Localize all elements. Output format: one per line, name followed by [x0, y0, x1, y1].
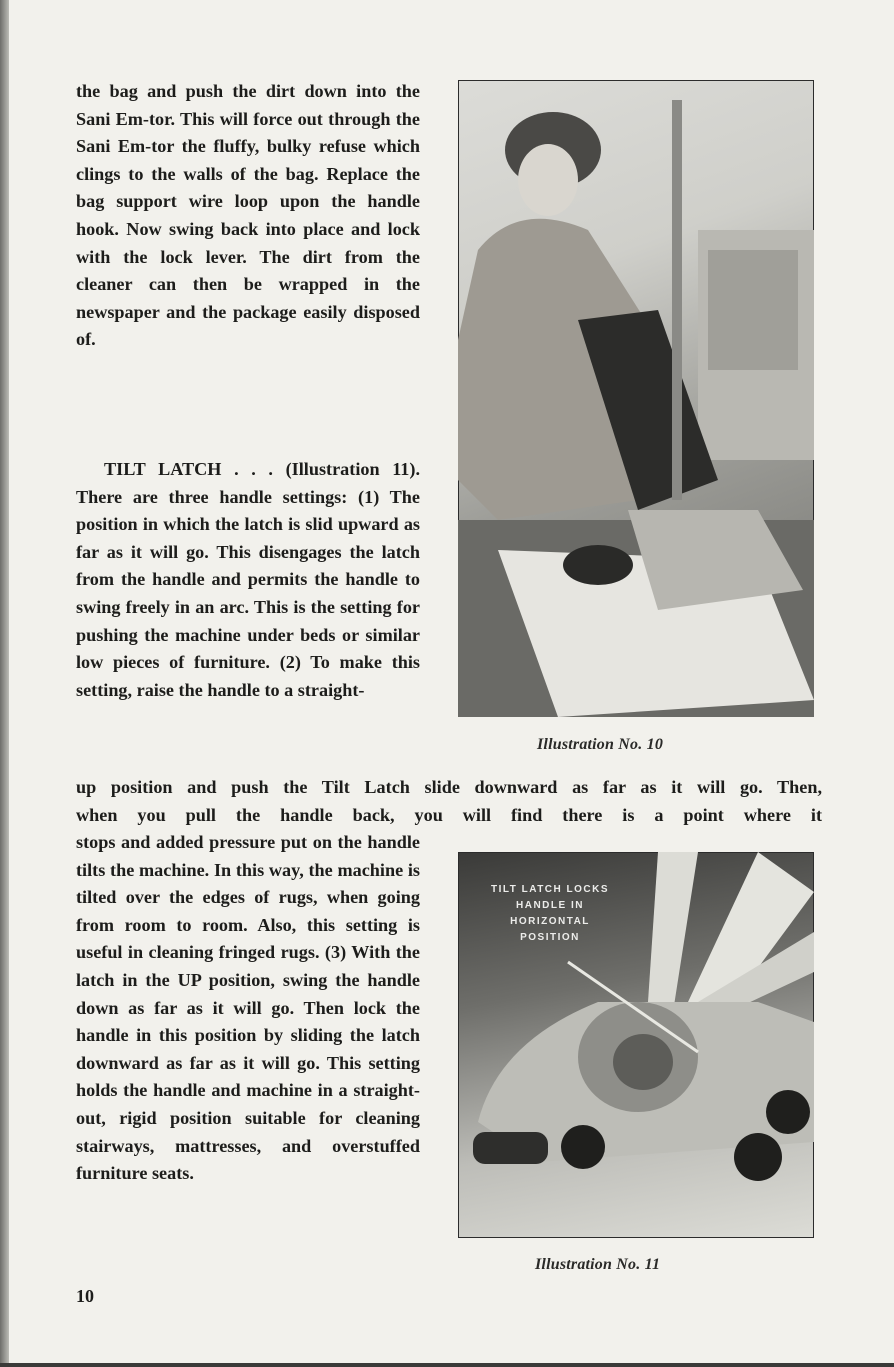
illustration-11-caption: Illustration No. 11 — [535, 1256, 661, 1273]
page-binding-edge — [0, 0, 9, 1367]
text-paragraph-3 — [76, 829, 420, 1188]
text-paragraph-tilt-latch — [76, 456, 420, 704]
paragraph-1-text: the bag and push the dirt down into the Sani Em-tor. This will force out through the Sani Em-tor the fluffy, bulky refuse which clings to the walls of the bag. Replace the bag support wire loop upon the handle hook. Now swing back into place and lock with the lock lever. The dirt from the cleaner can then be wrapped in the newspaper and the package easily disposed of. — [76, 81, 420, 350]
text-paragraph-1 — [76, 78, 420, 354]
wide-text-line-2: when you pull the handle back, you will find there is a point where it — [76, 805, 822, 825]
illustration-11-photo — [458, 852, 814, 1238]
paragraph-2-text: TILT LATCH . . . (Illustration 11). There are three handle settings: (1) The position in which the latch is slid upward as far as it will go. This disengages the latch from the handle and permits the handle to swing freely in an arc. This is the setting for pushing the machine under beds or similar low pieces of furniture. (2) To make this setting, raise the handle to a straight- — [76, 459, 420, 700]
paragraph-3-text: stops and added pressure put on the handle tilts the machine. In this way, the machine is tilted over the edges of rugs, when going from room to room. Also, this setting is useful in cleaning fringed rugs. (3) With the latch in the UP position, swing the handle down as far as it will go. Then lock the handle in this position by sliding the latch downward as far as it will go. This setting holds the handle and machine in a straight-out, rigid position suitable for cleaning stairways, mattresses, and overstuffed furniture seats. — [76, 832, 420, 1184]
illustration-10-caption: Illustration No. 10 — [537, 736, 664, 753]
wide-text-line-1: up position and push the Tilt Latch slide downward as far as it will go. Then, — [76, 777, 822, 797]
page-number: 10 — [76, 1286, 94, 1306]
page-bottom-edge — [0, 1363, 894, 1367]
illustration-10-photo — [458, 80, 814, 717]
photo-overlay-label: TILT LATCH LOCKS HANDLE IN HORIZONTAL POSITION — [490, 884, 610, 943]
woman-vacuuming-image — [458, 80, 814, 717]
